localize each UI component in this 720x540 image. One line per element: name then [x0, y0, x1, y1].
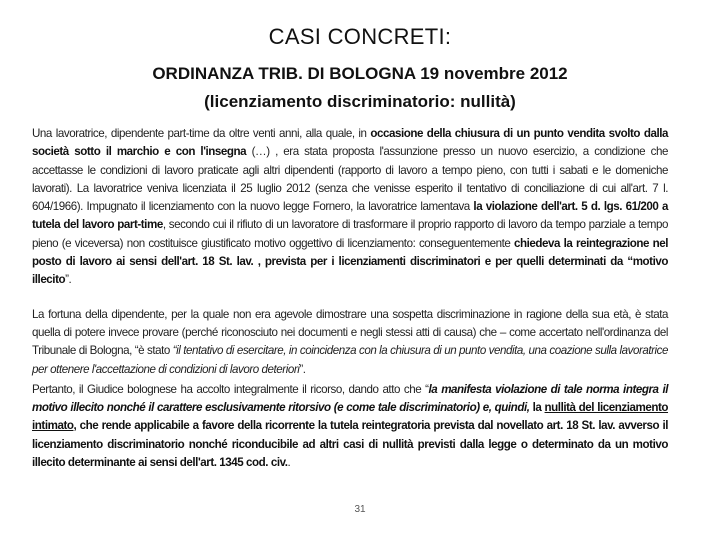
text-run: Una lavoratrice, dipendente part-time da oltre venti anni, alla quale, in — [32, 127, 371, 140]
slide-subtitle-topic: (licenziamento discriminatorio: nullità) — [204, 92, 516, 111]
text-run: ”. — [299, 362, 306, 376]
text-run: (…) , era stata proposta l'assunzione presso un nuovo esercizio, a condizione che accettasse le condizioni di lavoro praticate agli altri dipendenti (rapporto di lavoro a tempo pieno, con tutti i sabati e le domeniche lavorati). La lavoratrice veniva licenziata il 25 luglio 2012 (senza che venisse esperito il tentativo di conciliazione di cui all'art. 7 l. 604/1966). Impugnato il licenziamento con la nuovo legge Fornero, la lavoratrice lamentava — [32, 145, 668, 214]
text-run-bold: , che rende applicabile a favore della ricorrente la tutela reintegratoria prevista dal novellato art. 18 St. lav. avverso il licenziamento discriminatorio nonché riconducibile ad altri casi di nullità previsti dalla legge o determinato da un motivo illecito determinante ai sensi dell'art. 1345 cod. civ. — [32, 419, 668, 470]
text-run-bold-underlined: nullità del licenziamento intimato — [32, 401, 669, 433]
paragraph-evidence — [32, 306, 668, 379]
slide-body — [32, 125, 668, 472]
text-run: , secondo cui il rifiuto di un lavoratore di trasformare il proprio rapporto di lavoro da tempo parziale a tempo pieno (e viceversa) non costituisce giustificato motivo oggettivo di licenziamento: conseguentemente — [32, 218, 668, 250]
text-run: Pertanto, il Giudice bolognese ha accolto integralmente il ricorso, dando atto che “ — [32, 382, 429, 396]
text-run-bold: occasione della chiusura di un punto vendita svolto dalla società sotto il marchio e con l'insegna — [32, 127, 668, 159]
text-run-bold-italic: la manifesta violazione di tale norma integra il motivo illecito nonché il carattere esclusivamente ritorsivo (e come tale discriminatorio) e, quindi, — [32, 382, 668, 415]
paragraph-decision — [32, 381, 668, 472]
text-run-bold: la — [529, 401, 545, 415]
text-run: La fortuna della dipendente, per la quale non era agevole dimostrare una sospetta discriminazione in ragione della sua età, è stata quella di potere invece provare (perché riconosciuto nei documenti e negli stessi atti di causa) che – come accertato nell'ordinanza del Tribunale di Bologna, “è stato — [32, 307, 668, 358]
slide-title: CASI CONCRETI: — [268, 24, 452, 49]
text-run-italic: “il tentativo di esercitare, in coincidenza con la chiusura di un punto vendita, una coazione sulla lavoratrice per ottenere l'accettazione di condizioni di lavoro deteriori — [32, 344, 669, 376]
text-run: . — [287, 456, 291, 470]
text-run: ”. — [65, 273, 72, 287]
paragraph-case-facts — [32, 125, 668, 290]
text-run-bold: la violazione dell'art. 5 d. lgs. 61/200 a tutela del lavoro part-time — [32, 200, 668, 232]
text-run-bold: chiedeva la reintegrazione nel posto di lavoro ai sensi dell'art. 18 St. lav. , prevista per i licenziamenti discriminatori e per quelli determinati da “motivo illecito — [32, 236, 669, 287]
page-number: 31 — [354, 504, 366, 515]
slide-subtitle-ruling: ORDINANZA TRIB. DI BOLOGNA 19 novembre 2012 — [152, 64, 568, 83]
